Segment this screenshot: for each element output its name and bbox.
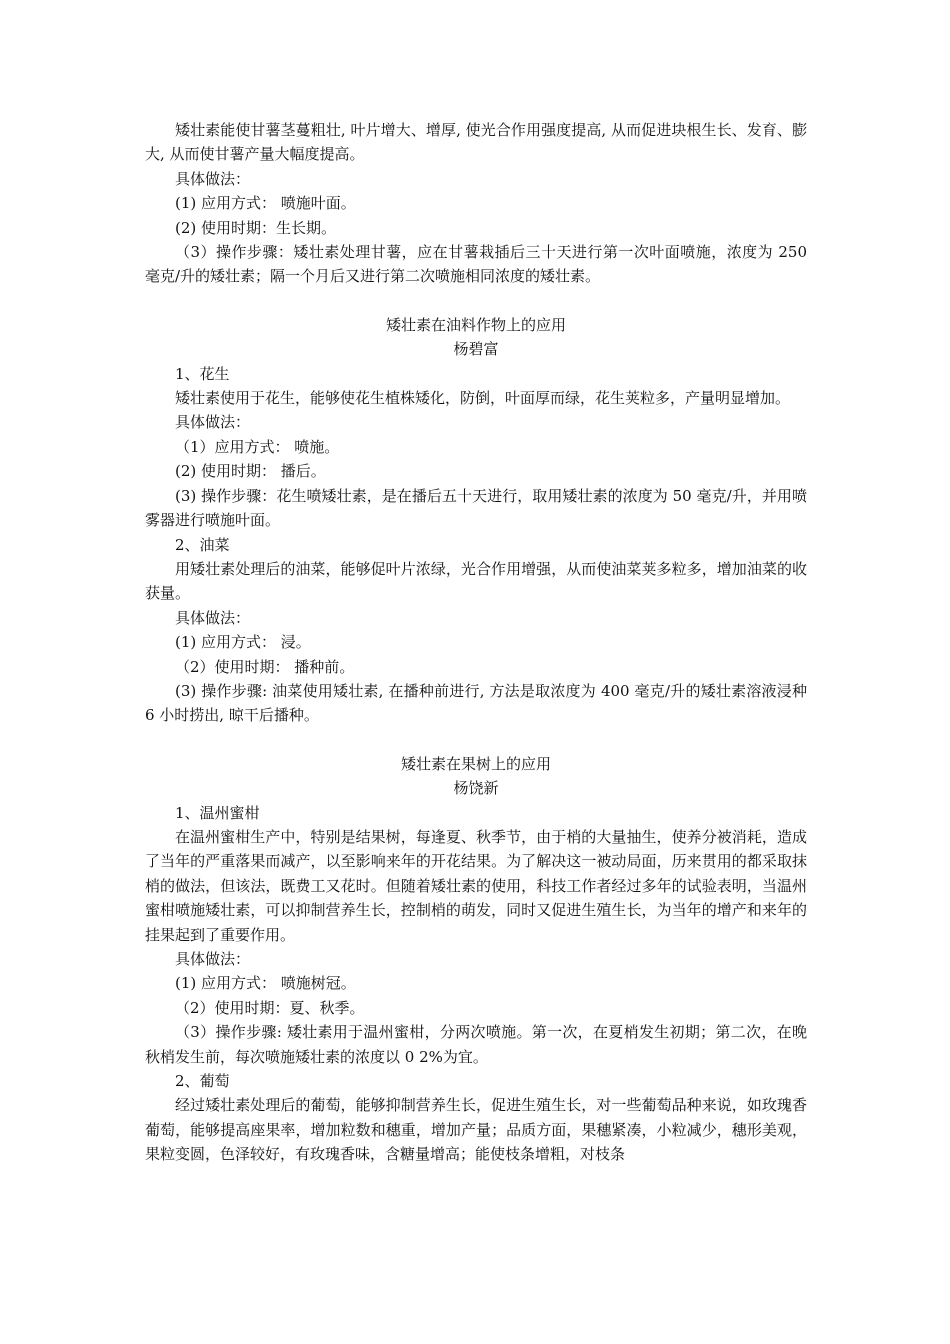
section-title: 矮壮素在油料作物上的应用 — [385, 315, 566, 334]
step-application: （1）应用方式： 喷施。 — [175, 437, 340, 456]
subsection-heading: 2、葡萄 — [175, 1072, 230, 1091]
document-body — [145, 118, 807, 1167]
method-heading: 具体做法： — [175, 413, 251, 432]
step-procedure: (3) 操作步骤: 油菜使用矮壮素, 在播种前进行, 方法是取浓度为 400 毫克/升的矮壮素溶液浸种 6 小时捞出, 晾干后播种。 — [145, 681, 807, 725]
step-timing: (2) 使用时期：生长期。 — [175, 218, 337, 237]
step-timing: （2）使用时期： 播种前。 — [175, 657, 355, 676]
subsection-paragraph: 用矮壮素处理后的油菜，能够促叶片浓绿，光合作用增强，从而使油菜荚多粒多，增加油菜的收获量。 — [145, 559, 807, 603]
section-gap — [145, 289, 807, 313]
subsection-paragraph: 在温州蜜柑生产中，特别是结果树，每逢夏、秋季节，由于梢的大量抽生，使养分被消耗，造成了当年的严重落果而减产，以至影响来年的开花结果。为了解决这一被动局面，历来贯用的都采取抹梢的做法，但该法，既费工又花时。但随着矮壮素的使用，科技工作者经过多年的试验表明，当温州蜜柑喷施矮壮素，可以抑制营养生长，控制梢的萌发，同时又促进生殖生长，为当年的增产和来年的挂果起到了重要作用。 — [145, 827, 807, 944]
step-application: (1) 应用方式： 喷施叶面。 — [175, 194, 356, 213]
step-procedure: (3) 操作步骤：花生喷矮壮素，是在播后五十天进行，取用矮壮素的浓度为 50 毫克/升，并用喷雾器进行喷施叶面。 — [145, 486, 807, 530]
step-timing: （2）使用时期：夏、秋季。 — [175, 998, 365, 1017]
section-author: 杨碧富 — [453, 340, 499, 359]
subsection-paragraph: 矮壮素使用于花生，能够使花生植株矮化，防倒，叶面厚而绿，花生荚粒多，产量明显增加。 — [175, 389, 791, 408]
step-application: (1) 应用方式： 喷施树冠。 — [175, 974, 356, 993]
subsection-heading: 2、油菜 — [175, 535, 230, 554]
section-author: 杨饶新 — [453, 779, 499, 798]
subsection-paragraph: 经过矮壮素处理后的葡萄，能够抑制营养生长，促进生殖生长，对一些葡萄品种来说，如玫瑰香葡萄，能够提高座果率，增加粒数和穗重，增加产量；品质方面，果穗紧凑，小粒减少，穗形美观，果粒变圆，色泽较好，有玫瑰香味，含糖量增高；能使枝条增粗，对枝条 — [145, 1096, 807, 1164]
method-heading: 具体做法： — [175, 608, 251, 627]
subsection-heading: 1、温州蜜柑 — [175, 803, 260, 822]
method-heading: 具体做法： — [175, 950, 251, 968]
section-gap — [145, 728, 807, 752]
method-heading: 具体做法： — [175, 169, 251, 188]
step-procedure: （3）操作步骤：矮壮素处理甘薯，应在甘薯栽插后三十天进行第一次叶面喷施，浓度为 250 毫克/升的矮壮素；隔一个月后又进行第二次喷施相同浓度的矮壮素。 — [145, 243, 807, 286]
step-procedure: （3）操作步骤: 矮壮素用于温州蜜柑，分两次喷施。第一次，在夏梢发生初期；第二次，在晚秋梢发生前，每次喷施矮壮素的浓度以 0 2%为宜。 — [145, 1023, 807, 1066]
step-timing: (2) 使用时期： 播后。 — [175, 462, 326, 481]
step-application: (1) 应用方式： 浸。 — [175, 633, 311, 652]
intro-paragraph: 矮壮素能使甘薯茎蔓粗壮, 叶片增大、增厚, 使光合作用强度提高, 从而促进块根生长、发育、膨大, 从而使甘薯产量大幅度提高。 — [145, 121, 807, 164]
subsection-heading: 1、花生 — [175, 364, 230, 383]
section-title: 矮壮素在果树上的应用 — [400, 754, 551, 773]
